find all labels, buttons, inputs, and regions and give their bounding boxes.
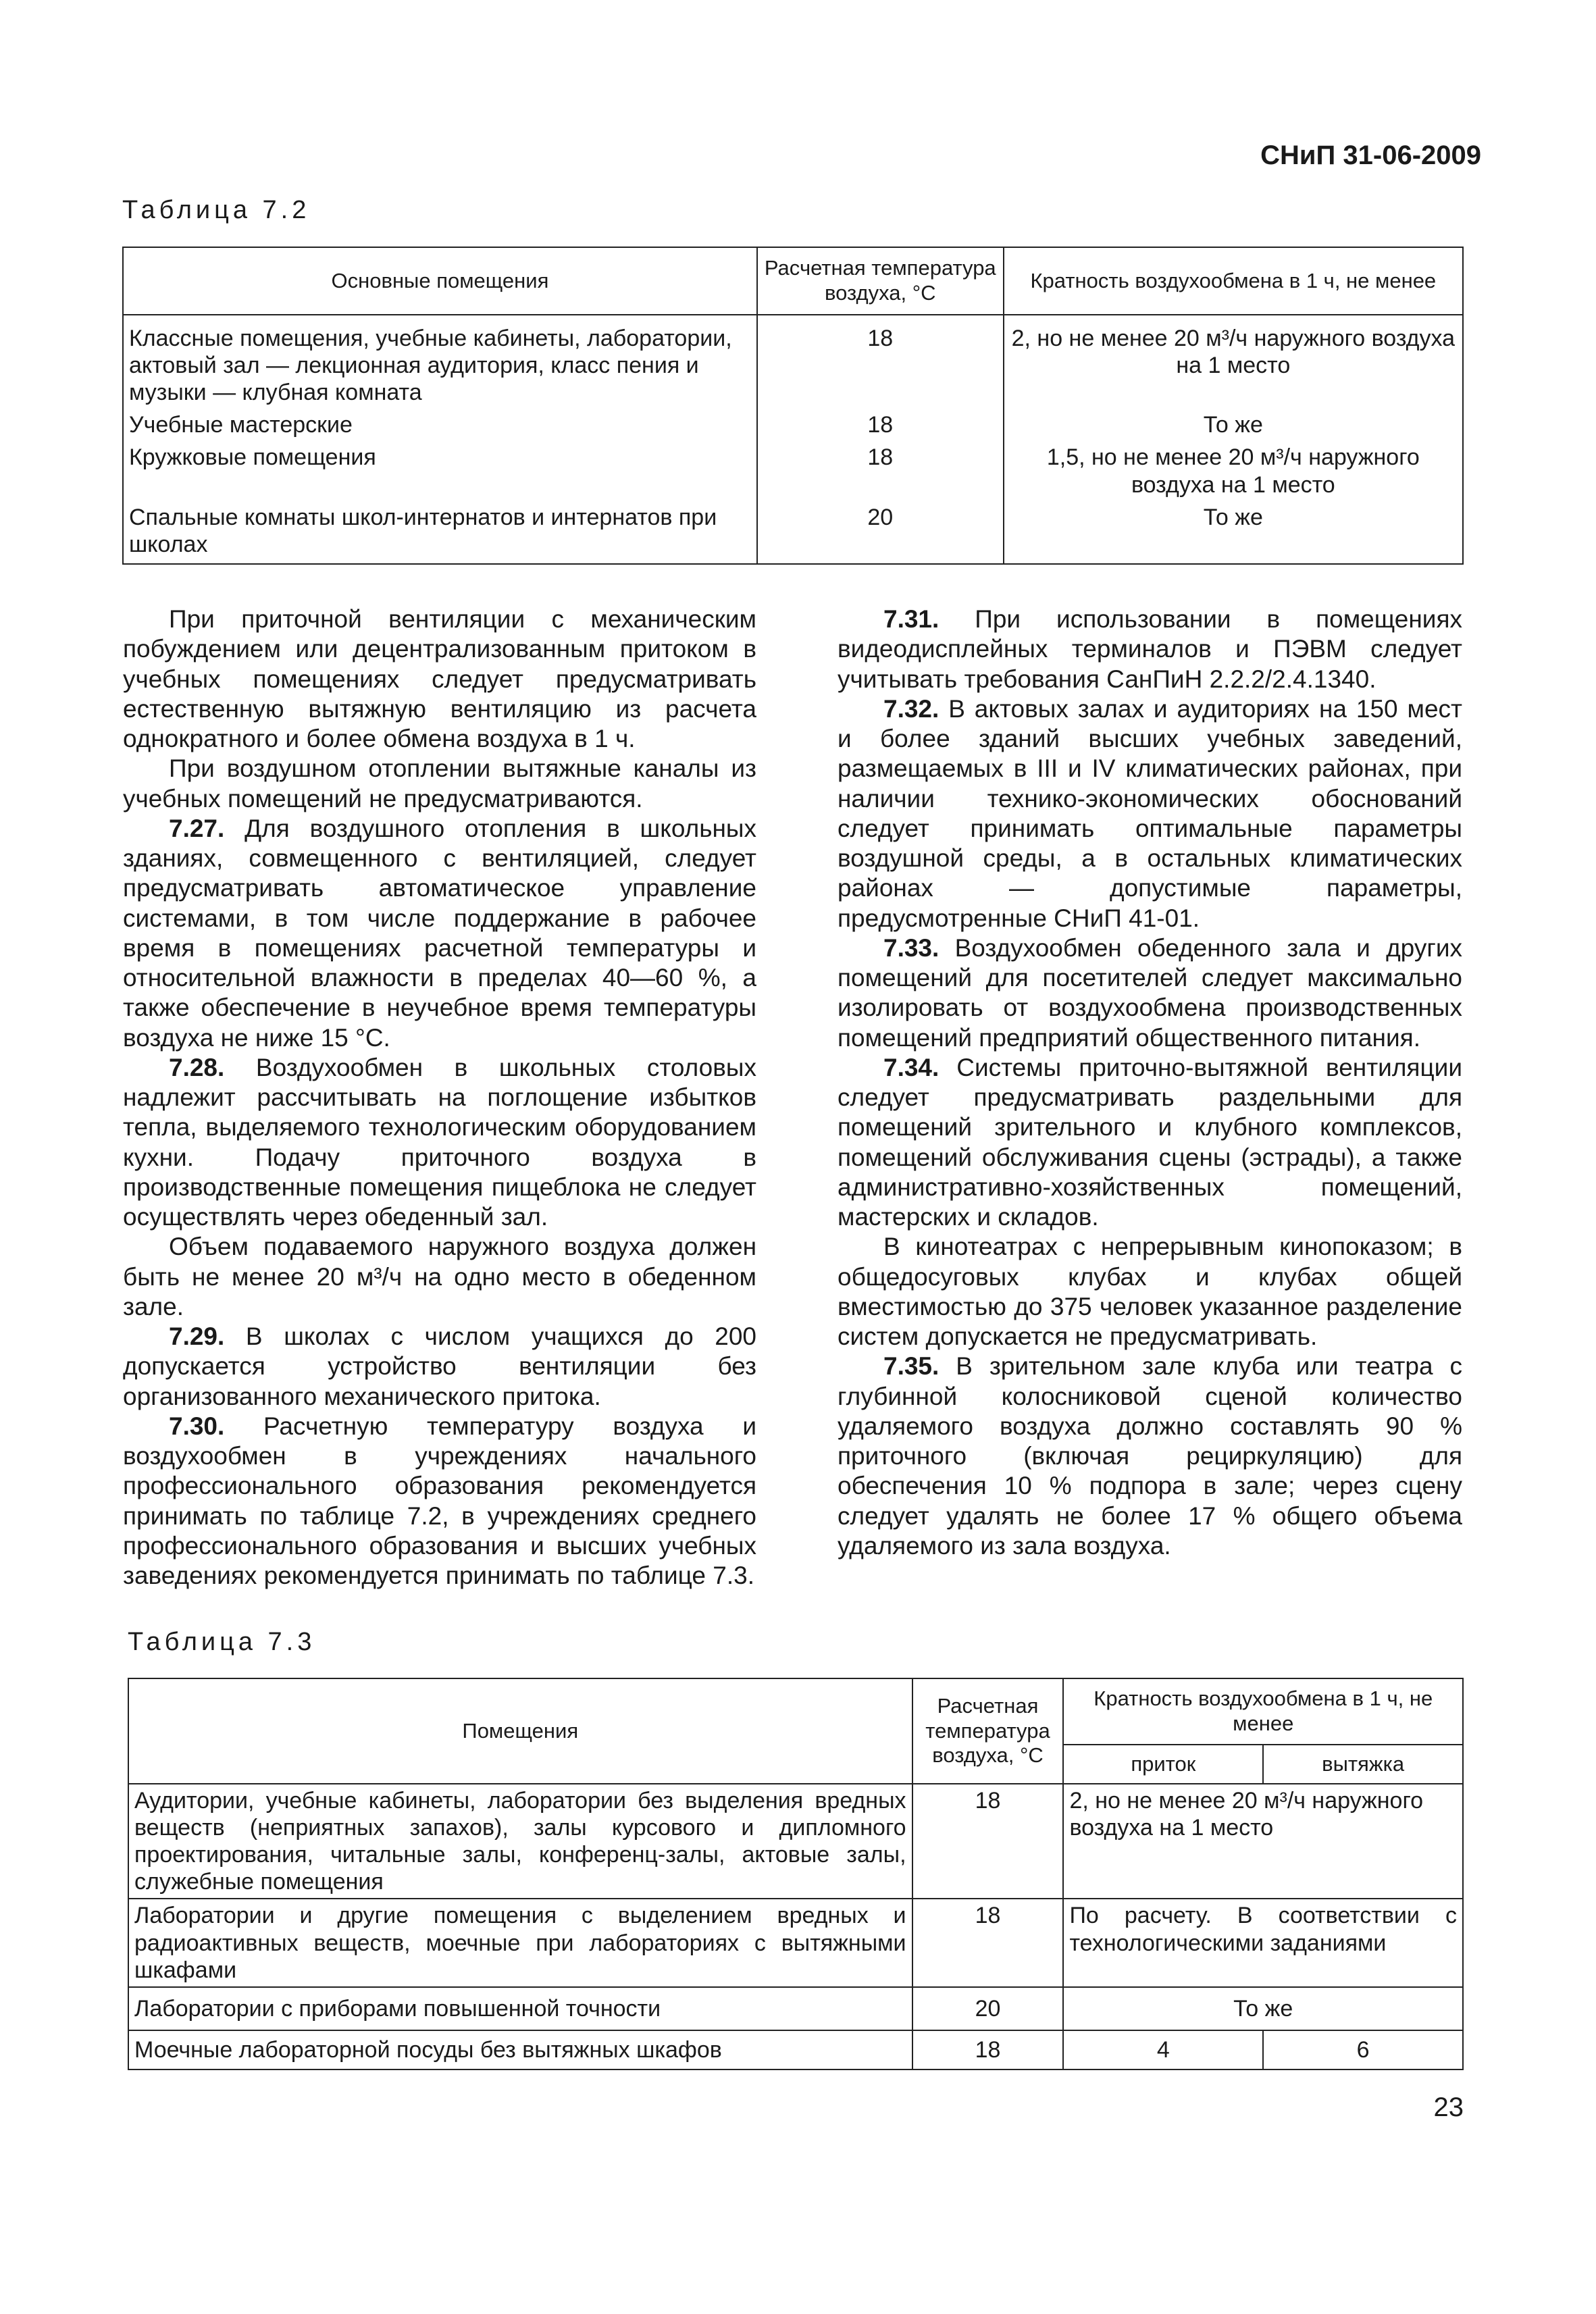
clause-number: 7.29. <box>169 1322 225 1350</box>
paragraph-text: При использовании в помещениях видеодисплейных терминалов и ПЭВМ следует учитывать требования СанПиН 2.2.2/2.4.1340. <box>838 605 1462 693</box>
clause-number: 7.35. <box>883 1352 939 1381</box>
table-row <box>128 1987 1463 2030</box>
temp-cell: 18 <box>912 1784 1064 1899</box>
room-cell: Лаборатории и другие помещения с выделением вредных и радиоактивных веществ, моечные при лабораториях с вытяжными шкафами <box>128 1899 912 1986</box>
temp-cell: 20 <box>912 1987 1064 2030</box>
room-cell: Аудитории, учебные кабинеты, лаборатории без выделения вредных веществ (неприятных запахов), залы курсового и дипломного проектирования, читальные залы, конференц-залы, актовые залы, служебные помещения <box>128 1784 912 1899</box>
paragraph <box>838 1232 1462 1352</box>
room-cell: Кружковые помещения <box>123 441 757 500</box>
paragraph-text: В зрительном зале клуба или театра с глубинной колосниковой сценой количество удаляемого воздуха должно составлять 90 % приточного (включая рециркуляцию) для обеспечения 10 % подпора в зале; через сцену следует удалять не более 17 % общего объема удаляемого из зала воздуха. <box>838 1352 1463 1560</box>
room-cell: Лаборатории с приборами повышенной точности <box>128 1987 912 2030</box>
right-text-column <box>838 605 1462 1561</box>
rate-cell: 2, но не менее 20 м³/ч наружного воздуха на 1 место <box>1004 315 1463 409</box>
document-code: СНиП 31-06-2009 <box>1260 140 1481 170</box>
room-cell: Учебные мастерские <box>123 409 757 441</box>
temp-cell: 18 <box>912 2030 1064 2069</box>
paragraph <box>838 933 1462 1053</box>
clause-number: 7.34. <box>883 1053 939 1081</box>
room-cell: Классные помещения, учебные кабинеты, лаборатории, актовый зал — лекционная аудитория, класс пения и музыки — клубная комната <box>123 315 757 409</box>
temp-cell: 20 <box>757 501 1004 564</box>
exhaust-cell: 6 <box>1263 2030 1463 2069</box>
room-cell: Моечные лабораторной посуды без вытяжных шкафов <box>128 2030 912 2069</box>
paragraph-text: При приточной вентиляции с механическим побуждением или децентрализованным притоком в учебных помещениях следует предусматривать естественную вытяжную вентиляцию из расчета однократного и более обмена воздуха в 1 ч. <box>123 605 756 752</box>
clause-number: 7.33. <box>883 933 939 962</box>
paragraph <box>123 1053 756 1233</box>
header-rate: Кратность воздухообмена в 1 ч, не менее <box>1063 1678 1463 1745</box>
table-7-3-title: Таблица 7.3 <box>128 1628 316 1656</box>
paragraph <box>838 1352 1462 1561</box>
clause-number: 7.30. <box>169 1412 225 1440</box>
table-row <box>123 441 1463 500</box>
table-row <box>123 409 1463 441</box>
header-rate: Кратность воздухообмена в 1 ч, не менее <box>1004 247 1463 315</box>
paragraph-text: Для воздушного отопления в школьных зданиях, совмещенного с вентиляцией, следует предусматривать автоматическое управление системами, в том числе поддержание в рабочее время в помещениях расчетной температуры и относительной влажности в пределах 40—60 %, а также обеспечение в неучебное время температуры воздуха не ниже 15 °С. <box>123 814 756 1052</box>
room-cell: Спальные комнаты школ-интернатов и интернатов при школах <box>123 501 757 564</box>
rate-cell: 2, но не менее 20 м³/ч наружного воздуха на 1 место <box>1063 1784 1463 1899</box>
table-7-3 <box>128 1678 1464 2070</box>
paragraph-text: В актовых залах и аудиториях на 150 мест и более зданий высших учебных заведений, размещаемых в III и IV климатических районах, при наличии технико-экономических обоснований следует принимать оптимальные параметры воздушной среды, а в остальных климатических районах — допустимые параметры, предусмотренные СНиП 41-01. <box>838 694 1463 932</box>
table-7-2 <box>122 247 1464 565</box>
temp-cell: 18 <box>912 1899 1064 1986</box>
paragraph-text: Системы приточно-вытяжной вентиляции следует предусматривать раздельными для помещений зрительного и клубного комплексов, помещений обслуживания сцены (эстрады), а также административно-хозяйственных помещений, мастерских и складов. <box>838 1053 1462 1231</box>
header-supply: приток <box>1063 1745 1263 1784</box>
clause-number: 7.28. <box>169 1053 225 1081</box>
table-row <box>123 501 1463 564</box>
temp-cell: 18 <box>757 441 1004 500</box>
header-exhaust: вытяжка <box>1263 1745 1463 1784</box>
table-row <box>128 1899 1463 1986</box>
left-text-column <box>123 605 756 1591</box>
header-rooms: Помещения <box>128 1678 912 1784</box>
table-7-2-title: Таблица 7.2 <box>122 196 311 224</box>
header-main-rooms: Основные помещения <box>123 247 757 315</box>
paragraph-text: В кинотеатрах с непрерывным кинопоказом; в общедосуговых клубах и клубах общей вместимостью до 375 человек указанное разделение систем допускается не предусматривать. <box>838 1233 1462 1350</box>
paragraph-text: Расчетную температуру воздуха и воздухообмен в учреждениях начального профессионального образования рекомендуется принимать по таблице 7.2, в учреждениях среднего профессионального образования и высших учебных заведениях рекомендуется принимать по таблице 7.3. <box>123 1412 756 1589</box>
paragraph <box>123 1412 756 1591</box>
header-temp: Расчетная температура воздуха, °С <box>912 1678 1064 1784</box>
temp-cell: 18 <box>757 409 1004 441</box>
paragraph <box>123 1322 756 1412</box>
page-number: 23 <box>1433 2092 1464 2122</box>
table-row <box>128 2030 1463 2069</box>
paragraph <box>123 1232 756 1322</box>
supply-cell: 4 <box>1063 2030 1263 2069</box>
clause-number: 7.31. <box>883 605 939 633</box>
paragraph <box>838 1053 1462 1233</box>
rate-cell: То же <box>1004 409 1463 441</box>
paragraph-text: Воздухообмен в школьных столовых надлежит рассчитывать на поглощение избытков тепла, выделяемого технологическим оборудованием кухни. Подачу приточного воздуха в производственные помещения пищеблока не следует осуществлять через обеденный зал. <box>123 1053 757 1231</box>
table-row <box>123 315 1463 409</box>
paragraph-text: При воздушном отоплении вытяжные каналы из учебных помещений не предусматриваются. <box>123 754 756 813</box>
header-temp: Расчетная температура воздуха, °С <box>757 247 1004 315</box>
temp-cell: 18 <box>757 315 1004 409</box>
paragraph <box>123 754 756 814</box>
rate-cell: По расчету. В соответствии с технологическими заданиями <box>1063 1899 1463 1986</box>
rate-cell: 1,5, но не менее 20 м³/ч наружного воздуха на 1 место <box>1004 441 1463 500</box>
rate-cell: То же <box>1063 1987 1463 2030</box>
table-row <box>128 1784 1463 1899</box>
paragraph <box>123 814 756 1053</box>
paragraph <box>123 605 756 754</box>
clause-number: 7.27. <box>169 814 225 842</box>
paragraph <box>838 605 1462 694</box>
clause-number: 7.32. <box>883 694 939 723</box>
paragraph <box>838 694 1462 933</box>
paragraph-text: В школах с числом учащихся до 200 допускается устройство вентиляции без организованного механического притока. <box>123 1322 756 1410</box>
rate-cell: То же <box>1004 501 1463 564</box>
paragraph-text: Объем подаваемого наружного воздуха должен быть не менее 20 м³/ч на одно место в обеденном зале. <box>123 1233 756 1320</box>
paragraph-text: Воздухообмен обеденного зала и других помещений для посетителей следует максимально изолировать от воздухообмена производственных помещений предприятий общественного питания. <box>838 933 1462 1052</box>
